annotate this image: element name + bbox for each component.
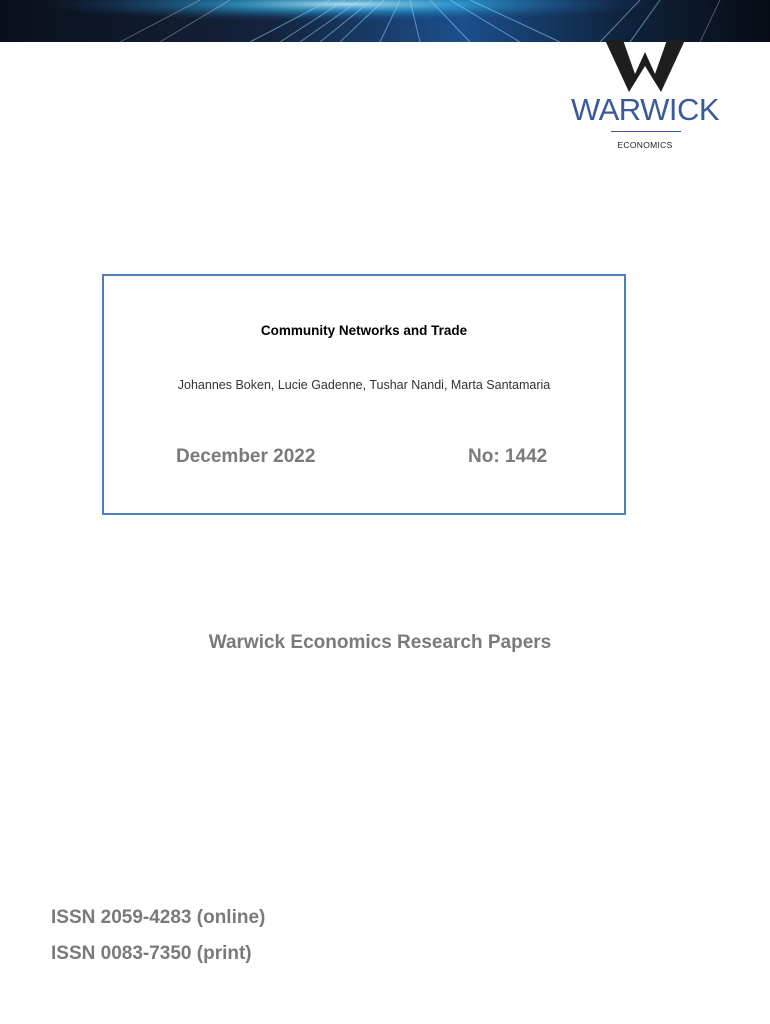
paper-date: December 2022 (176, 446, 316, 467)
issn-print: ISSN 0083-7350 (print) (51, 943, 252, 964)
logo-subtitle: ECONOMICS (617, 140, 673, 150)
paper-title: Community Networks and Trade (260, 323, 468, 338)
issn-online: ISSN 2059-4283 (online) (51, 907, 266, 928)
paper-number: No: 1442 (468, 446, 548, 467)
warwick-w-mark-icon (605, 40, 685, 92)
banner-graphic (0, 0, 770, 42)
logo-wordmark: WARWICK (570, 92, 720, 127)
warwick-economics-logo (560, 40, 730, 160)
header-banner (0, 0, 770, 42)
paper-authors: Johannes Boken, Lucie Gadenne, Tushar Nandi, Marta Santamaria (177, 378, 551, 392)
logo-divider (611, 131, 681, 132)
paper-info-box (102, 274, 626, 515)
series-title: Warwick Economics Research Papers (208, 632, 552, 653)
